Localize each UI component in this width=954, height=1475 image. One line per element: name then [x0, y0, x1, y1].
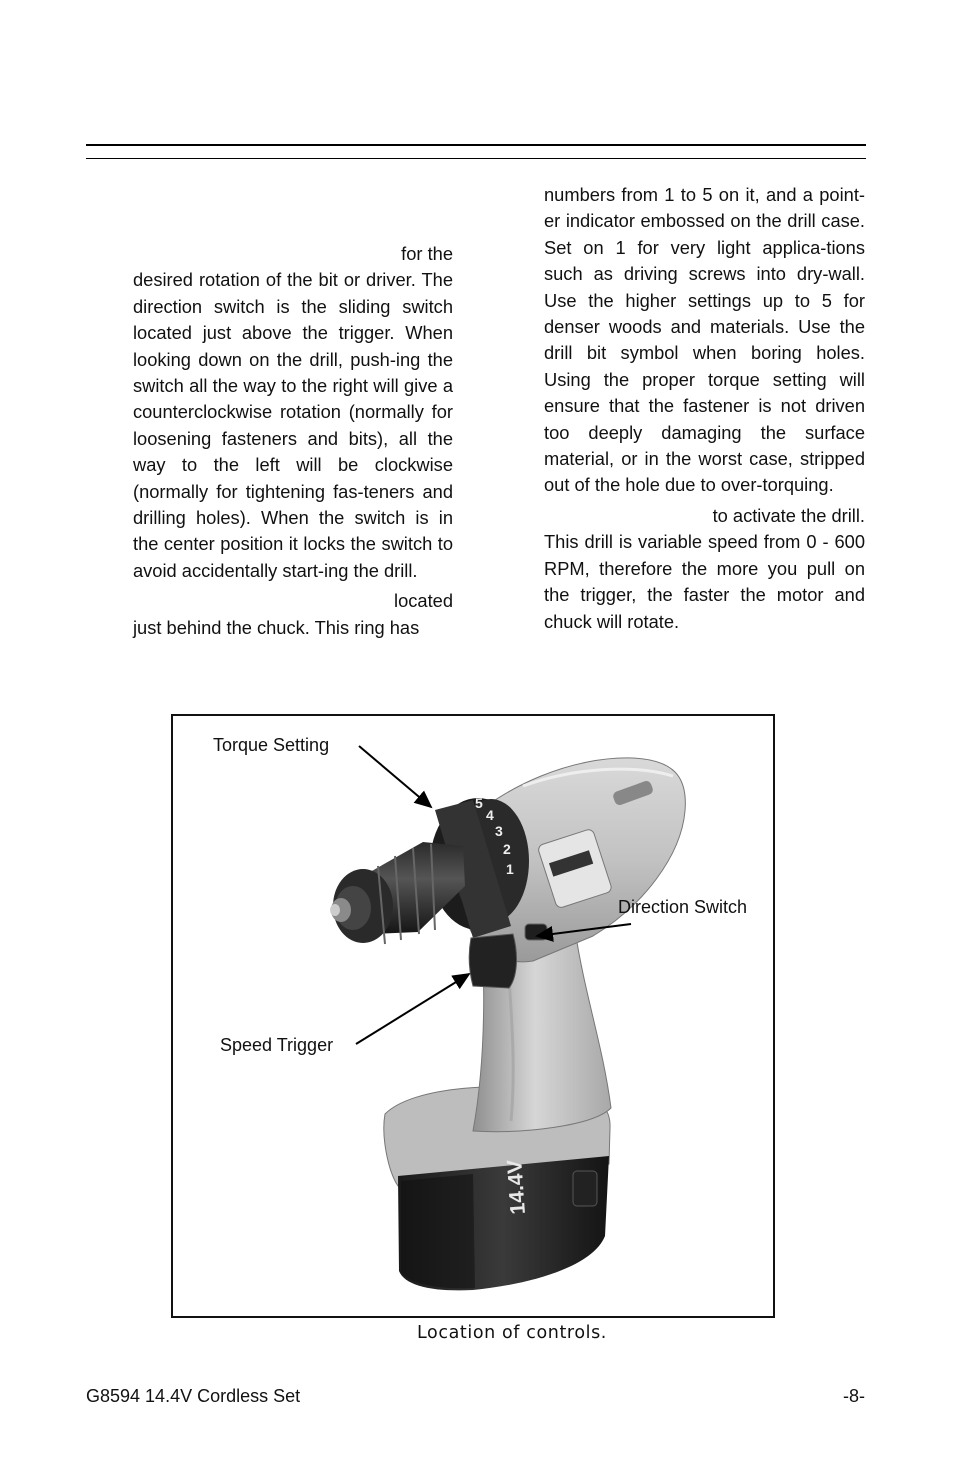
- direction-switch-lead: for the: [401, 243, 453, 264]
- torque-setting-arrow: [359, 746, 431, 807]
- footer-model: G8594 14.4V Cordless Set: [86, 1386, 301, 1406]
- trigger-text: This drill is variable speed from 0 - 600 RPM, therefore the more you pull on the trigger, the faster the motor and chuck will rotate.: [544, 531, 865, 632]
- left-column: [133, 241, 453, 641]
- direction-switch-label: Direction Switch: [618, 897, 748, 917]
- torque-setting-label: Torque Setting: [213, 735, 330, 755]
- figure-caption: Location of controls.: [417, 1323, 607, 1343]
- speed-trigger-arrow: [356, 974, 469, 1044]
- right-column: [544, 182, 865, 635]
- right-paragraph-2: [544, 503, 865, 635]
- footer-page-number: -8-: [843, 1386, 865, 1406]
- torque-ring-text: just behind the chuck. This ring has: [133, 616, 420, 638]
- header-rule-thin: [86, 158, 866, 159]
- battery-voltage-label: 14.4V: [503, 1158, 530, 1216]
- direction-switch: [525, 924, 547, 940]
- collar-number-2: 2: [503, 841, 511, 857]
- torque-setting-paragraph: numbers from 1 to 5 on it, and a point-er indicator embossed on the drill case. Set on 1 for very light applica-tions such as driving screws into dry-wall. Use the higher settings up to 5 for denser woods and materials. Use the drill bit symbol when boring holes. Using the proper torque setting will ensure that the fastener is not driven too deeply damaging the surface material, or in the worst case, stripped out of the hole due to over-torquing.: [544, 184, 865, 496]
- speed-trigger-label: Speed Trigger: [220, 1035, 334, 1055]
- collar-number-4: 4: [486, 807, 494, 823]
- direction-switch-text: desired rotation of the bit or driver. The direction switch is the sliding switch located just above the trigger. When looking down on the drill, push-ing the switch all the way to the right will give a counterclockwise rotation (normally for loosening fasteners and bits), all the way to the left will be clockwise (normally for tightening fas-teners and drilling holes). When the switch is in the center position it locks the switch to avoid accidentally start-ing the drill.: [133, 269, 453, 581]
- speed-trigger: [469, 934, 516, 988]
- drill-chuck: [330, 842, 465, 944]
- collar-number-1: 1: [506, 861, 514, 877]
- collar-number-3: 3: [495, 823, 503, 839]
- drill-illustration: [173, 716, 773, 1316]
- torque-ring-lead: located: [394, 590, 453, 612]
- trigger-lead: to activate the drill.: [712, 504, 865, 526]
- left-paragraph-2: [133, 588, 453, 641]
- collar-number-5: 5: [475, 795, 483, 811]
- controls-figure: [171, 714, 775, 1318]
- header-rule-thick: [86, 144, 866, 146]
- left-paragraph-1: [133, 241, 453, 584]
